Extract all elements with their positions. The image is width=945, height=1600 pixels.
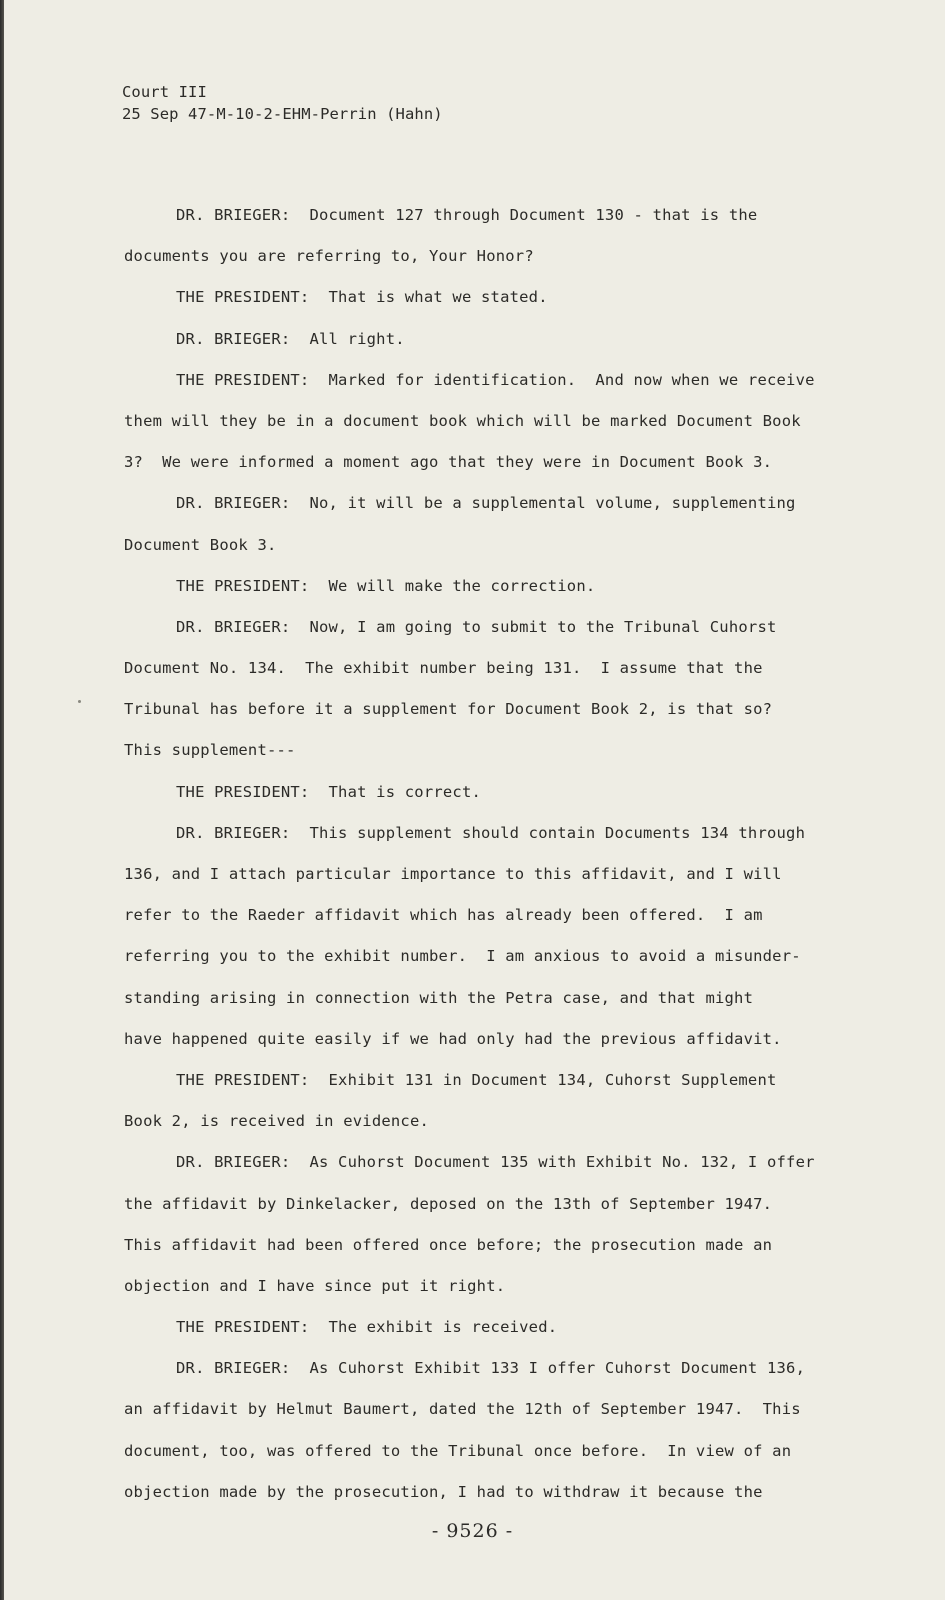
transcript-speaker-line: DR. BRIEGER: This supplement should contain Documents 134 through xyxy=(176,823,806,842)
transcript-speaker-line: DR. BRIEGER: All right. xyxy=(176,329,405,348)
transcript-line: refer to the Raeder affidavit which has already been offered. I am xyxy=(124,906,763,925)
page-number: - 9526 - xyxy=(431,1520,514,1542)
transcript-speaker-line: DR. BRIEGER: As Cuhorst Document 135 with Exhibit No. 132, I offer xyxy=(176,1153,815,1172)
transcript-line: This affidavit had been offered once before; the prosecution made an xyxy=(124,1235,773,1254)
transcript-line: document, too, was offered to the Tribunal once before. In view of an xyxy=(124,1441,792,1460)
transcript-speaker-line: THE PRESIDENT: The exhibit is received. xyxy=(176,1318,558,1337)
transcript-line: an affidavit by Helmut Baumert, dated the 12th of September 1947. This xyxy=(124,1400,801,1419)
transcript-line: 3? We were informed a moment ago that they were in Document Book 3. xyxy=(124,453,773,472)
transcript-speaker-line: THE PRESIDENT: Exhibit 131 in Document 134, Cuhorst Supplement xyxy=(176,1070,777,1089)
transcript-speaker-line: THE PRESIDENT: We will make the correction. xyxy=(176,576,596,595)
transcript-line: them will they be in a document book which will be marked Document Book xyxy=(124,411,801,430)
transcript-line: Tribunal has before it a supplement for Document Book 2, is that so? xyxy=(124,700,773,719)
transcript-speaker-line: THE PRESIDENT: That is correct. xyxy=(176,782,482,801)
transcript-line: Document Book 3. xyxy=(124,535,277,554)
transcript-speaker-line: DR. BRIEGER: No, it will be a supplemental volume, supplementing xyxy=(176,494,796,513)
transcript-speaker-line: THE PRESIDENT: Marked for identification. And now when we receive xyxy=(176,370,815,389)
document-header xyxy=(122,81,443,125)
transcript-speaker-line: DR. BRIEGER: Now, I am going to submit to the Tribunal Cuhorst xyxy=(176,617,777,636)
transcript-line: objection and I have since put it right. xyxy=(124,1276,506,1295)
transcript-line: This supplement--- xyxy=(124,741,296,760)
transcript-line: documents you are referring to, Your Honor? xyxy=(124,247,534,266)
transcript-line: standing arising in connection with the Petra case, and that might xyxy=(124,988,754,1007)
session-reference: 25 Sep 47-M-10-2-EHM-Perrin (Hahn) xyxy=(122,105,443,123)
transcript-line: referring you to the exhibit number. I am anxious to avoid a misunder- xyxy=(124,947,801,966)
transcript-speaker-line: DR. BRIEGER: Document 127 through Document 130 - that is the xyxy=(176,206,758,224)
transcript-speaker-line: DR. BRIEGER: As Cuhorst Exhibit 133 I offer Cuhorst Document 136, xyxy=(176,1359,806,1378)
transcript-line: Document No. 134. The exhibit number being 131. I assume that the xyxy=(124,659,763,678)
transcript-line: Book 2, is received in evidence. xyxy=(124,1112,430,1131)
paper-speck xyxy=(78,700,81,703)
transcript-line: have happened quite easily if we had only had the previous affidavit. xyxy=(124,1029,782,1048)
transcript-line: 136, and I attach particular importance to this affidavit, and I will xyxy=(124,865,782,883)
court-label: Court III xyxy=(122,83,207,101)
transcript-speaker-line: THE PRESIDENT: That is what we stated. xyxy=(176,288,548,307)
transcript-line: objection made by the prosecution, I had to withdraw it because the xyxy=(124,1482,763,1501)
transcript-body xyxy=(124,195,864,1513)
transcript-line: the affidavit by Dinkelacker, deposed on the 13th of September 1947. xyxy=(124,1194,773,1213)
